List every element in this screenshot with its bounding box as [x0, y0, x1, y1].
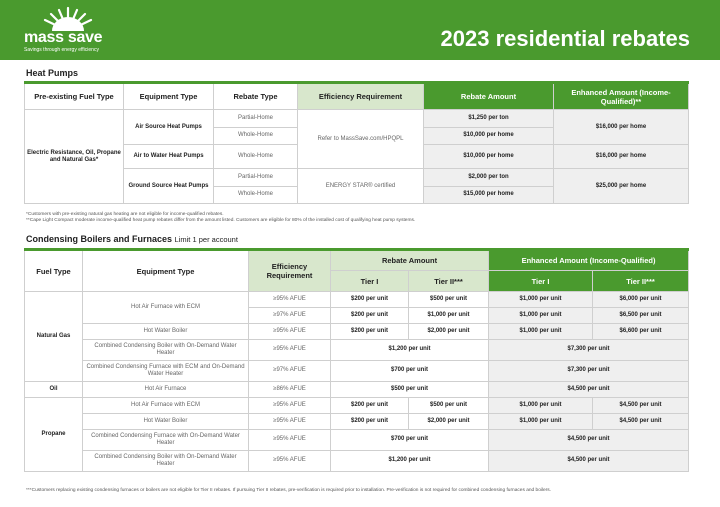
rebate-type-cell: Partial-Home: [214, 110, 298, 128]
tier1-cell: $200 per unit: [331, 398, 409, 414]
boiler-footnote: ***Customers replacing existing condensing furnaces or boilers are not eligible for Tier II rebates. If pursuing Tier II rebates, pre-verification is required prior to installation. Pre-verification is not required for combined condensing furnaces and boilers.: [26, 488, 551, 493]
enhanced-amount-cell: $4,500 per unit: [489, 382, 689, 398]
col-header: Equipment Type: [124, 83, 214, 110]
col-header: Rebate Amount: [424, 83, 554, 110]
col-header: Tier II***: [409, 271, 489, 292]
rebate-amount-cell: $2,000 per ton: [424, 169, 554, 187]
page-title: 2023 residential rebates: [440, 26, 690, 51]
equipment-cell: Combined Condensing Furnace with On-Demand Water Heater: [83, 430, 249, 451]
efficiency-cell: ≥97% AFUE: [249, 308, 331, 324]
equipment-cell: Ground Source Heat Pumps: [124, 169, 214, 204]
table-row: [25, 398, 689, 414]
rebate-amount-cell: $1,250 per ton: [424, 110, 554, 128]
rebate-amount-cell: $15,000 per home: [424, 186, 554, 204]
tier2-cell: $500 per unit: [409, 292, 489, 308]
table-row: [25, 324, 689, 340]
equipment-cell: Hot Air Furnace with ECM: [83, 398, 249, 414]
col-header: Rebate Amount: [331, 250, 489, 271]
table-row: [25, 292, 689, 308]
equipment-cell: Hot Air Furnace with ECM: [83, 292, 249, 324]
fuel-type-cell: Oil: [25, 382, 83, 398]
enhanced-tier1-cell: $1,000 per unit: [489, 398, 593, 414]
rebate-amount-cell: $10,000 per home: [424, 145, 554, 169]
tier2-cell: $2,000 per unit: [409, 414, 489, 430]
equipment-cell: Combined Condensing Boiler with On-Demand Water Heater: [83, 451, 249, 472]
efficiency-cell: ≥97% AFUE: [249, 361, 331, 382]
table-row: [25, 340, 689, 361]
col-header: Efficiency Requirement: [298, 83, 424, 110]
col-header: Pre-existing Fuel Type: [25, 83, 124, 110]
enhanced-amount-cell: $16,000 per home: [554, 110, 689, 145]
boilers-title-text: Condensing Boilers and Furnaces: [26, 234, 173, 244]
rebate-amount-cell: $500 per unit: [331, 382, 489, 398]
heat-pump-notes: [26, 212, 686, 224]
equipment-cell: Air Source Heat Pumps: [124, 110, 214, 145]
col-header: Rebate Type: [214, 83, 298, 110]
boilers-title: [26, 234, 238, 244]
enhanced-amount-cell: $4,500 per unit: [489, 430, 689, 451]
col-header: Tier I: [331, 271, 409, 292]
enhanced-amount-cell: $4,500 per unit: [489, 451, 689, 472]
efficiency-cell: ≥95% AFUE: [249, 451, 331, 472]
table-row: [25, 451, 689, 472]
equipment-cell: Combined Condensing Furnace with ECM and On-Demand Water Heater: [83, 361, 249, 382]
tier1-cell: $200 per unit: [331, 308, 409, 324]
equipment-cell: Hot Air Furnace: [83, 382, 249, 398]
efficiency-cell: Refer to MassSave.com/HPQPL: [298, 110, 424, 169]
footnote: **Cape Light Compact moderate income-qualified heat pump rebates differ from the amount listed. Customers are eligible for 80% of the installed cost of qualifying heat pump systems.: [26, 218, 416, 224]
fuel-type-cell: Natural Gas: [25, 292, 83, 382]
enhanced-tier2-cell: $6,000 per unit: [593, 292, 689, 308]
tier2-cell: $500 per unit: [409, 398, 489, 414]
fuel-type-cell: Propane: [25, 398, 83, 472]
boilers-furnaces-table: [24, 248, 689, 472]
enhanced-tier2-cell: $4,500 per unit: [593, 398, 689, 414]
tier2-cell: $2,000 per unit: [409, 324, 489, 340]
enhanced-tier1-cell: $1,000 per unit: [489, 414, 593, 430]
col-header: Equipment Type: [83, 250, 249, 292]
table-header-row: [25, 250, 689, 271]
heat-pumps-title: Heat Pumps: [26, 68, 79, 78]
col-header: Efficiency Requirement: [249, 250, 331, 292]
table-header-row: [25, 83, 689, 110]
page-header: [0, 0, 720, 60]
heat-pumps-table: [24, 81, 689, 204]
footnote: *Customers with pre-existing natural gas heating are not eligible for income-qualified rebates.: [26, 212, 224, 217]
rebate-type-cell: Whole-Home: [214, 145, 298, 169]
efficiency-cell: ≥95% AFUE: [249, 324, 331, 340]
efficiency-cell: ≥95% AFUE: [249, 414, 331, 430]
enhanced-tier1-cell: $1,000 per unit: [489, 308, 593, 324]
enhanced-amount-cell: $7,300 per unit: [489, 340, 689, 361]
table-row: [25, 414, 689, 430]
rebate-amount-cell: $1,200 per unit: [331, 340, 489, 361]
col-header: Tier II***: [593, 271, 689, 292]
rebate-type-cell: Whole-Home: [214, 186, 298, 204]
col-header: Tier I: [489, 271, 593, 292]
enhanced-tier2-cell: $6,600 per unit: [593, 324, 689, 340]
rebate-amount-cell: $700 per unit: [331, 361, 489, 382]
efficiency-cell: ≥86% AFUE: [249, 382, 331, 398]
tier1-cell: $200 per unit: [331, 292, 409, 308]
efficiency-cell: ≥95% AFUE: [249, 292, 331, 308]
equipment-cell: Hot Water Boiler: [83, 324, 249, 340]
logo-tagline: Savings through energy efficiency: [24, 47, 99, 53]
table-row: [25, 382, 689, 398]
equipment-cell: Combined Condensing Boiler with On-Demand Water Heater: [83, 340, 249, 361]
boilers-subtitle: Limit 1 per account: [174, 235, 238, 244]
equipment-cell: Hot Water Boiler: [83, 414, 249, 430]
table-row: [25, 110, 689, 128]
rebate-amount-cell: $1,200 per unit: [331, 451, 489, 472]
equipment-cell: Air to Water Heat Pumps: [124, 145, 214, 169]
rebate-type-cell: Whole-Home: [214, 127, 298, 145]
fuel-type-cell: Electric Resistance, Oil, Propane and Natural Gas*: [25, 110, 124, 204]
sunburst-icon: [38, 5, 98, 31]
rebate-type-cell: Partial-Home: [214, 169, 298, 187]
enhanced-tier1-cell: $1,000 per unit: [489, 292, 593, 308]
mass-save-logo: [20, 5, 130, 55]
table-row: [25, 169, 689, 187]
enhanced-amount-cell: $16,000 per home: [554, 145, 689, 169]
tier1-cell: $200 per unit: [331, 414, 409, 430]
efficiency-cell: ≥95% AFUE: [249, 430, 331, 451]
col-header: Fuel Type: [25, 250, 83, 292]
tier2-cell: $1,000 per unit: [409, 308, 489, 324]
col-header: Enhanced Amount (Income-Qualified): [489, 250, 689, 271]
col-header: Enhanced Amount (Income-Qualified)**: [554, 83, 689, 110]
table-row: [25, 361, 689, 382]
efficiency-cell: ENERGY STAR® certified: [298, 169, 424, 204]
efficiency-cell: ≥95% AFUE: [249, 340, 331, 361]
enhanced-amount-cell: $25,000 per home: [554, 169, 689, 204]
rebate-amount-cell: $700 per unit: [331, 430, 489, 451]
table-row: [25, 430, 689, 451]
enhanced-tier2-cell: $6,500 per unit: [593, 308, 689, 324]
rebate-amount-cell: $10,000 per home: [424, 127, 554, 145]
logo-name: mass save: [24, 29, 103, 46]
efficiency-cell: ≥95% AFUE: [249, 398, 331, 414]
enhanced-amount-cell: $7,300 per unit: [489, 361, 689, 382]
enhanced-tier1-cell: $1,000 per unit: [489, 324, 593, 340]
enhanced-tier2-cell: $4,500 per unit: [593, 414, 689, 430]
tier1-cell: $200 per unit: [331, 324, 409, 340]
